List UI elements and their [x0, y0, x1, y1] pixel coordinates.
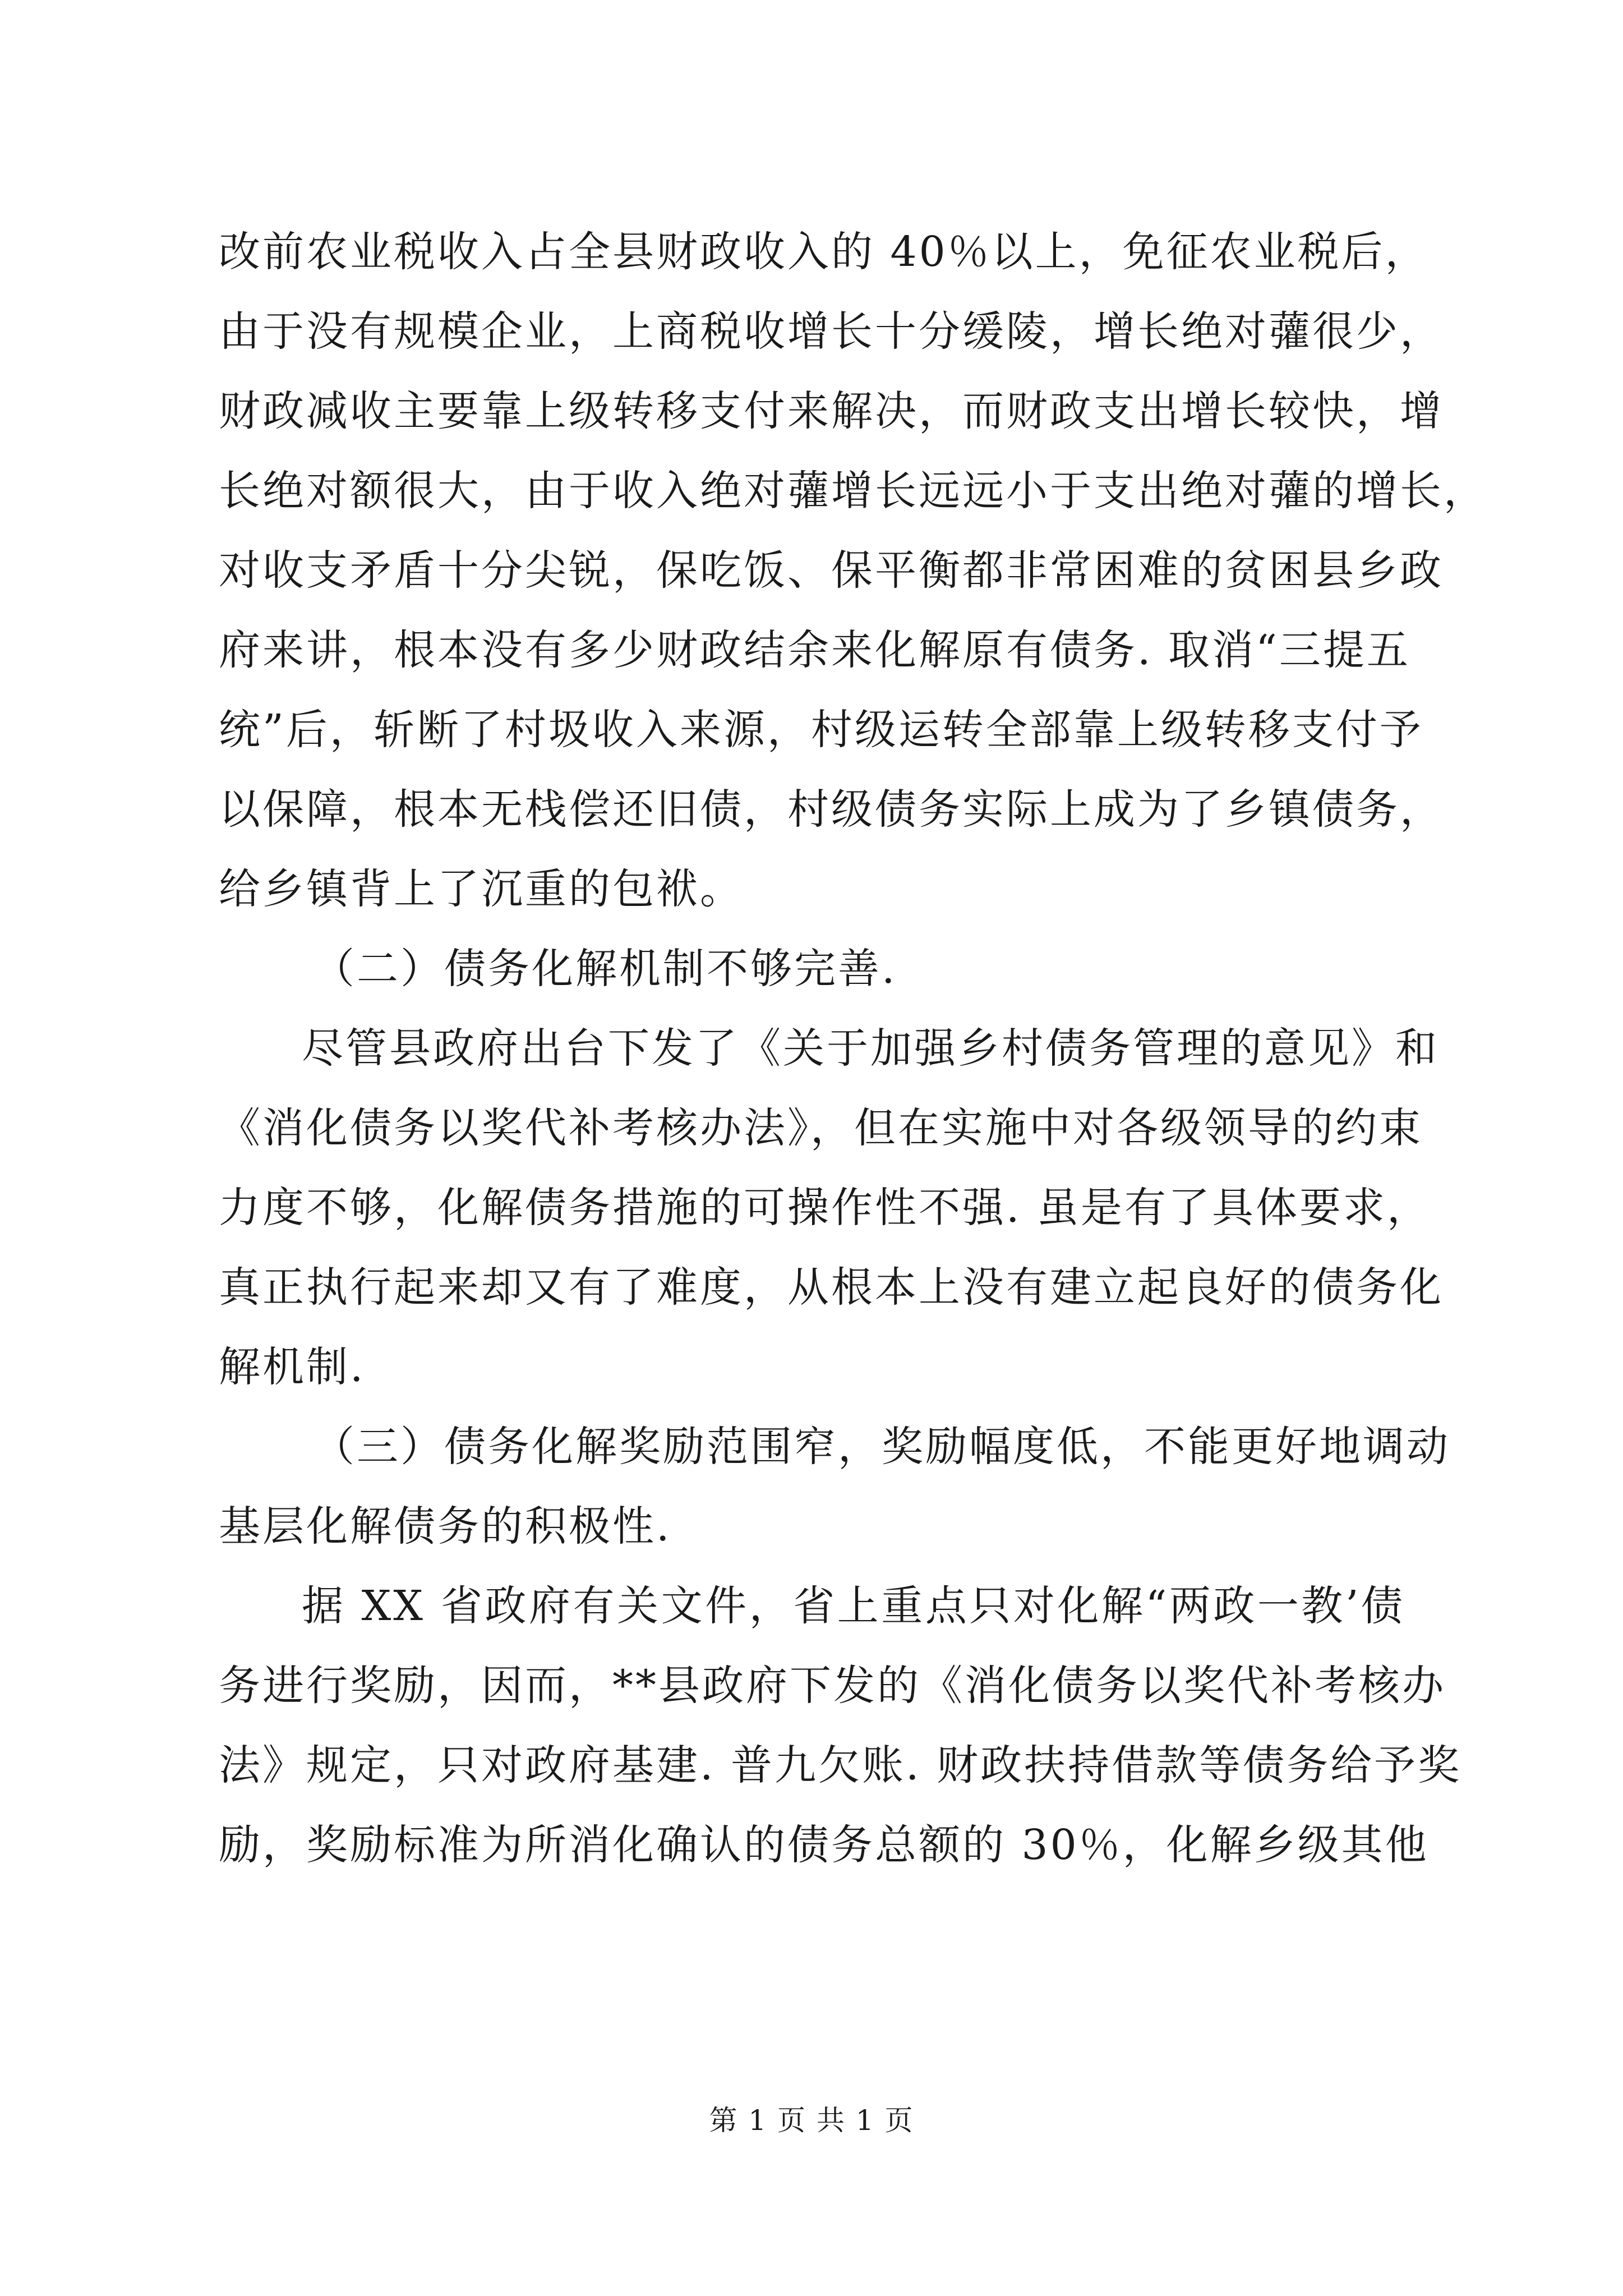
text-line: 解机制.	[219, 1343, 366, 1391]
text-line: 统”后，斩断了村圾收入来源，村级运转全部靠上级转移支付予	[219, 706, 1423, 754]
text-line: 给乡镇背上了沉重的包袱。	[219, 865, 744, 913]
section-heading: （三）债务化解奖励范围窄，奖励幅度低，不能更好地调动	[313, 1423, 1450, 1471]
text-line: 由于没有规模企业，上商税收增长十分缓陵，增长绝对虇很少，	[219, 307, 1444, 356]
document-body	[219, 212, 1487, 1885]
text-line: 务进行奖励，因而，**县政府下发的《消化债务以奖代补考核办	[219, 1662, 1446, 1710]
section-heading: （二）债务化解机制不够完善.	[313, 945, 897, 993]
text-line: 真正执行起来却又有了难度，从根本上没有建立起良好的债务化	[219, 1263, 1444, 1312]
text-line: 改前农业税收入占全县财政收入的 40％以上，免征农业税后，	[219, 228, 1429, 276]
text-line: 以保障，根本无栈偿还旧债，村级债务实际上成为了乡镇债务，	[219, 785, 1444, 834]
text-line: 力度不够，化解债务措施的可操作性不强. 虽是有了具体要求，	[219, 1184, 1431, 1232]
section-heading: 基层化解债务的积极性.	[219, 1502, 672, 1550]
text-line: 《消化债务以奖代补考核办法》，但在实施中对各级领导的约束	[219, 1104, 1423, 1152]
text-line: 长绝对额很大，由于收入绝对虇增长远远小于支出绝对虇的增长，	[219, 467, 1487, 515]
text-line: 励，奖励标准为所消化确认的债务总额的 30％，化解乡级其他	[219, 1821, 1429, 1869]
text-line: 尽管县政府出台下发了《关于加强乡村债务管理的意见》和	[302, 1024, 1439, 1073]
page-number-footer: 第 1 页 共 1 页	[709, 2104, 914, 2137]
text-line: 府来讲，根本没有多少财政结余来化解原有债务. 取消“三提五	[219, 626, 1410, 674]
text-line: 财政减收主要靠上级转移支付来解决，而财政支出增长较快，增	[219, 387, 1444, 435]
text-line: 据 XX 省政府有关文件，省上重点只对化解“两政一教’债	[302, 1582, 1405, 1630]
text-line: 法》规定，只对政府基建. 普九欠账. 财政扶持借款等债务给予奖	[219, 1741, 1462, 1789]
text-line: 对收支矛盾十分尖锐，保吃饭、保平衡都非常困难的贫困县乡政	[219, 546, 1444, 595]
